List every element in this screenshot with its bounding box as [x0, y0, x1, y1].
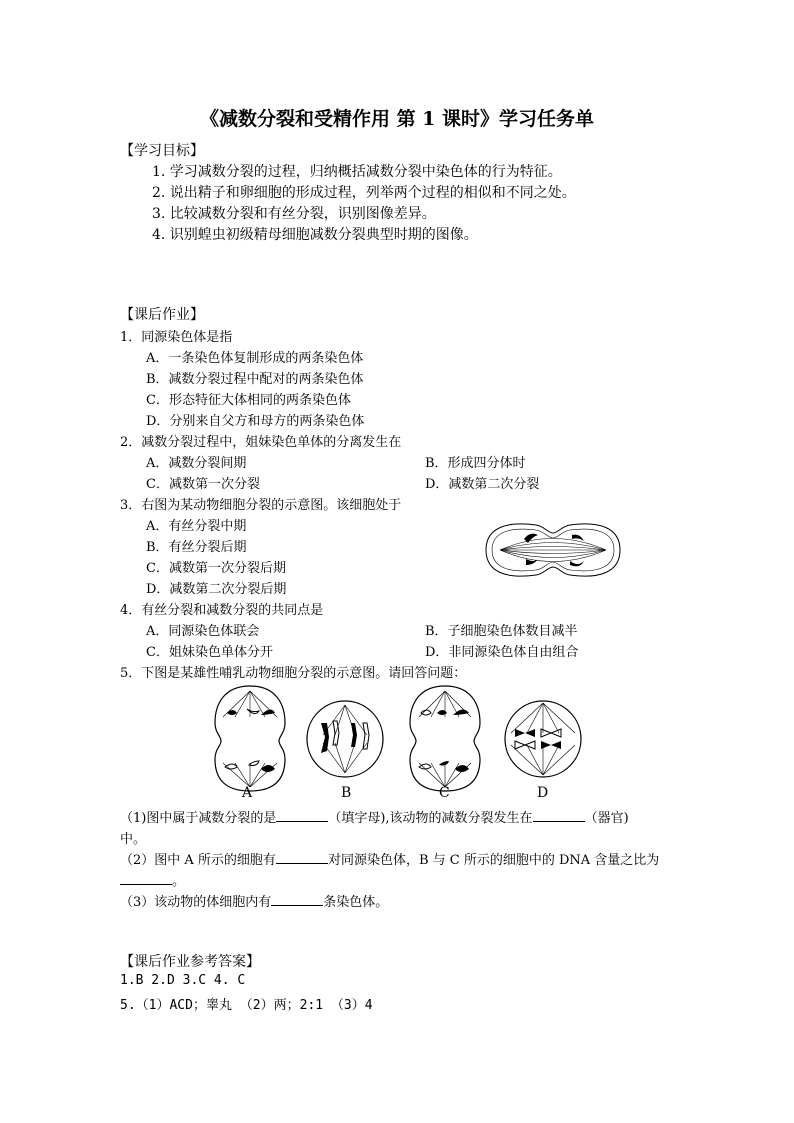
q4-option-c: C．姐妹染色单体分开: [146, 645, 273, 660]
figure-label-b: B: [341, 785, 352, 801]
q5-sub1-text-c: （器官): [584, 811, 629, 826]
q3-option-c: C．减数第一次分裂后期: [146, 561, 286, 576]
figure-label-a: A: [242, 785, 253, 801]
q5-sub2: [120, 849, 659, 868]
q5-sub2-text-c: 。: [172, 874, 186, 889]
goal-item: 4. 识别蝗虫初级精母细胞减数分裂典型时期的图像。: [152, 227, 478, 243]
answers-heading: 【课后作业参考答案】: [120, 954, 260, 970]
question-5-stem: 5．下图是某雄性哺乳动物细胞分裂的示意图。请回答问题：: [120, 666, 467, 681]
question-2-stem: 2．减数分裂过程中，姐妹染色单体的分离发生在: [120, 435, 402, 450]
q3-option-d: D．减数第二次分裂后期: [146, 582, 287, 597]
answer-blank[interactable]: [276, 809, 328, 822]
q1-option-c: C．形态特征大体相同的两条染色体: [146, 393, 351, 408]
cell-c: [410, 686, 480, 791]
cell-a: [215, 686, 285, 791]
cell-b: [307, 701, 383, 777]
q5-sub1-text-a: （1)图中属于减数分裂的是: [120, 811, 277, 826]
q2-option-d: D．减数第二次分裂: [425, 477, 540, 492]
q5-cell-figures: [205, 683, 595, 801]
answer-blank[interactable]: [276, 851, 328, 864]
figure-label-c: C: [439, 785, 450, 801]
q4-option-b: B．子细胞染色体数目减半: [425, 624, 578, 639]
answers-line-2: 5.（1）ACD；睾丸 （2）两；2:1 （3）4: [120, 998, 373, 1013]
q2-option-a: A．减数分裂间期: [146, 456, 247, 471]
q5-sub3-text-b: 条染色体。: [323, 895, 389, 910]
answer-blank[interactable]: [120, 872, 172, 885]
q4-option-d: D．非同源染色体自由组合: [425, 645, 579, 660]
q3-option-b: B．有丝分裂后期: [146, 540, 247, 555]
q2-option-c: C．减数第一次分裂: [146, 477, 260, 492]
answer-blank[interactable]: [271, 893, 323, 906]
page-title: 《减数分裂和受精作用 第 1 课时》学习任务单: [199, 108, 595, 130]
q5-sub1-text-b: （填字母),该动物的减数分裂发生在: [328, 811, 533, 826]
question-3-stem: 3．右图为某动物细胞分裂的示意图。该细胞处于: [120, 498, 402, 513]
answer-blank[interactable]: [533, 809, 585, 822]
goals-heading: 【学习目标】: [120, 143, 204, 159]
goal-item: 1. 学习减数分裂的过程，归纳概括减数分裂中染色体的行为特征。: [152, 164, 562, 180]
q1-option-b: B．减数分裂过程中配对的两条染色体: [146, 372, 364, 387]
question-1-stem: 1．同源染色体是指: [120, 330, 233, 345]
q5-sub2-text-b: 对同源染色体，B 与 C 所示的细胞中的 DNA 含量之比为: [327, 853, 660, 868]
q5-sub3: [120, 891, 388, 910]
q1-option-d: D．分别来自父方和母方的两条染色体: [146, 414, 365, 429]
q2-option-b: B．形成四分体时: [425, 456, 526, 471]
q5-sub2-cont: [120, 870, 185, 889]
cell-d: [505, 701, 581, 777]
q3-option-a: A．有丝分裂中期: [146, 519, 247, 534]
answers-line-1: 1.B 2.D 3.C 4. C: [120, 973, 246, 988]
q3-cell-figure: [478, 515, 628, 585]
homework-heading: 【课后作业】: [120, 307, 204, 323]
q5-sub2-text-a: （2）图中 A 所示的细胞有: [120, 853, 276, 868]
figure-label-d: D: [537, 785, 549, 801]
q5-sub1-cont: 中。: [120, 832, 147, 847]
q4-option-a: A．同源染色体联会: [146, 624, 260, 639]
question-4-stem: 4．有丝分裂和减数分裂的共同点是: [120, 603, 324, 618]
goal-item: 2. 说出精子和卵细胞的形成过程，列举两个过程的相似和不同之处。: [152, 185, 576, 201]
goal-item: 3. 比较减数分裂和有丝分裂，识别图像差异。: [152, 206, 436, 222]
q1-option-a: A．一条染色体复制形成的两条染色体: [146, 351, 364, 366]
q5-sub1: [120, 807, 629, 826]
q5-sub3-text-a: （3）该动物的体细胞内有: [120, 895, 272, 910]
